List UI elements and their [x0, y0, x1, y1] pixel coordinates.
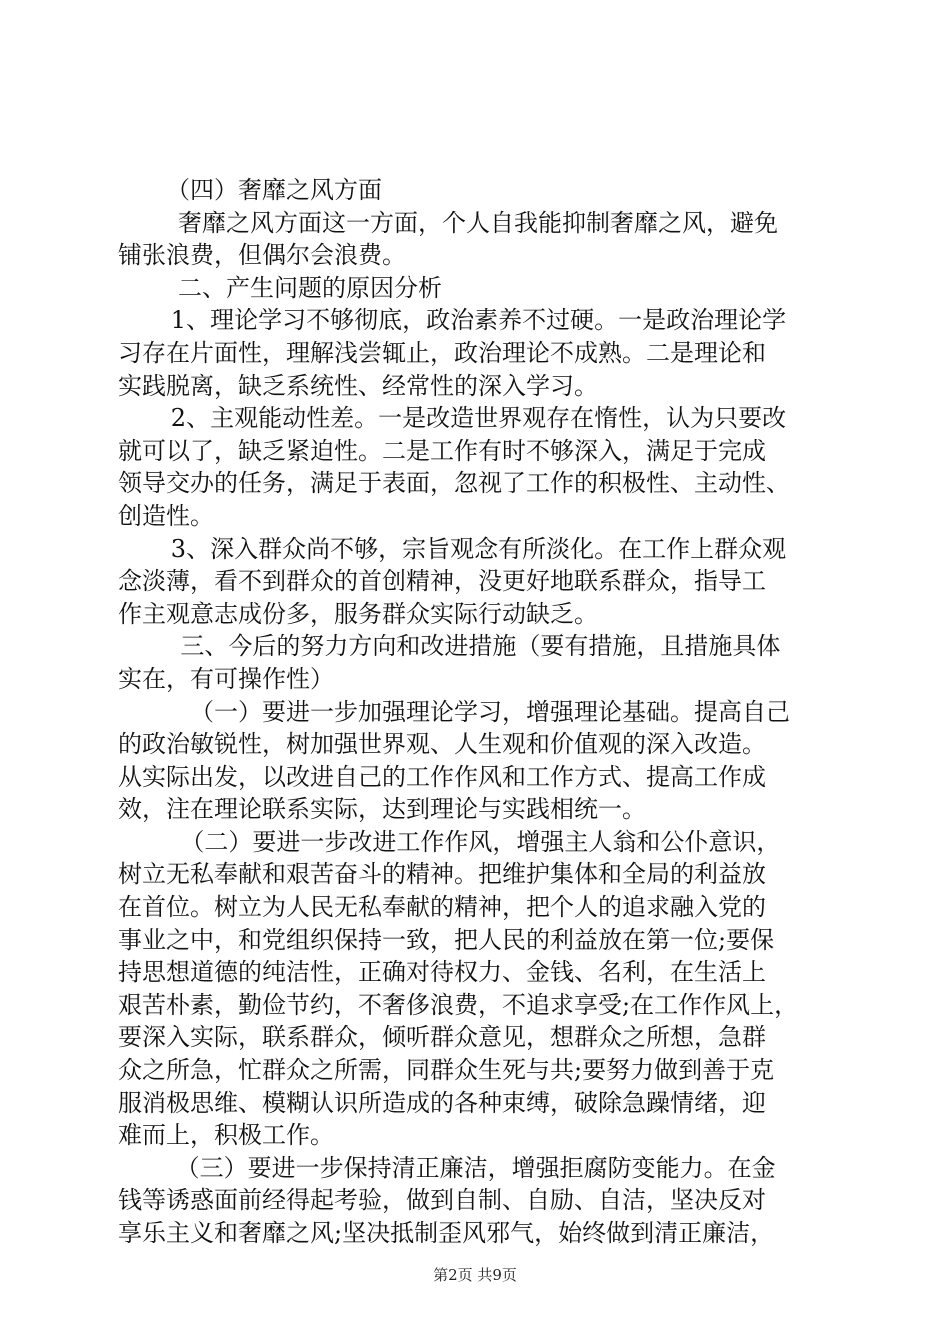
document-line: 1、理论学习不够彻底，政治素养不过硬。一是政治理论学: [170, 306, 787, 335]
document-line: （四）奢靡之风方面: [166, 176, 382, 204]
document-line: 奢靡之风方面这一方面，个人自我能抑制奢靡之风，避免: [178, 208, 778, 237]
document-line: 实在，有可操作性）: [118, 664, 334, 693]
document-line: 领导交办的任务，满足于表面，忽视了工作的积极性、主动性、: [118, 469, 790, 498]
document-line: （一）要进一步加强理论学习，增强理论基础。提高自己: [190, 697, 790, 726]
document-body: [118, 174, 838, 1250]
document-line: 事业之中，和党组织保持一致，把人民的利益放在第一位;要保: [118, 925, 775, 954]
document-line: 服消极思维、模糊认识所造成的各种束缚，破除急躁情绪，迎: [118, 1088, 766, 1117]
page-footer: 第2页 共9页: [433, 1266, 517, 1284]
document-line: 三、今后的努力方向和改进措施（要有措施，且措施具体: [180, 632, 781, 661]
document-line: 持思想道德的纯洁性，正确对待权力、金钱、名利，在生活上: [118, 958, 766, 987]
document-line: 钱等诱惑面前经得起考验，做到自制、自励、自洁，坚决反对: [118, 1186, 766, 1215]
document-line: 念淡薄，看不到群众的首创精神，没更好地联系群众，指导工: [118, 567, 766, 596]
document-line: 创造性。: [118, 501, 214, 530]
document-line: 实践脱离，缺乏系统性、经常性的深入学习。: [118, 371, 598, 400]
document-line: 众之所急，忙群众之所需，同群众生死与共;要努力做到善于克: [118, 1056, 775, 1085]
document-line: 在首位。树立为人民无私奉献的精神，把个人的追求融入党的: [118, 893, 766, 922]
document-line: 难而上，积极工作。: [118, 1121, 334, 1150]
document-line: 3、深入群众尚不够，宗旨观念有所淡化。在工作上群众观: [170, 534, 787, 563]
document-line: （三）要进一步保持清正廉洁，增强拒腐防变能力。在金: [175, 1153, 776, 1182]
document-line: 艰苦朴素，勤俭节约，不奢侈浪费，不追求享受;在工作作风上，: [118, 990, 799, 1019]
document-line: 铺张浪费，但偶尔会浪费。: [118, 241, 406, 270]
document-line: 习存在片面性，理解浅尝辄止，政治理论不成熟。二是理论和: [118, 338, 766, 367]
document-line: 作主观意志成份多，服务群众实际行动缺乏。: [118, 599, 598, 628]
document-line: 就可以了，缺乏紧迫性。二是工作有时不够深入，满足于完成: [118, 436, 766, 465]
document-line: 从实际出发，以改进自己的工作作风和工作方式、提高工作成: [118, 762, 766, 791]
document-line: 效，注在理论联系实际，达到理论与实践相统一。: [118, 795, 646, 824]
document-line: （二）要进一步改进工作作风，增强主人翁和公仆意识，: [180, 827, 781, 856]
document-line: 的政治敏锐性，树加强世界观、人生观和价值观的深入改造。: [118, 730, 766, 759]
document-line: 树立无私奉献和艰苦奋斗的精神。把维护集体和全局的利益放: [118, 860, 766, 889]
document-line: 享乐主义和奢靡之风;坚决抵制歪风邪气，始终做到清正廉洁，: [118, 1219, 775, 1247]
document-line: 2、主观能动性差。一是改造世界观存在惰性，认为只要改: [170, 404, 787, 433]
document-line: 要深入实际，联系群众，倾听群众意见，想群众之所想，急群: [118, 1023, 766, 1052]
document-line: 二、产生问题的原因分析: [178, 273, 442, 302]
